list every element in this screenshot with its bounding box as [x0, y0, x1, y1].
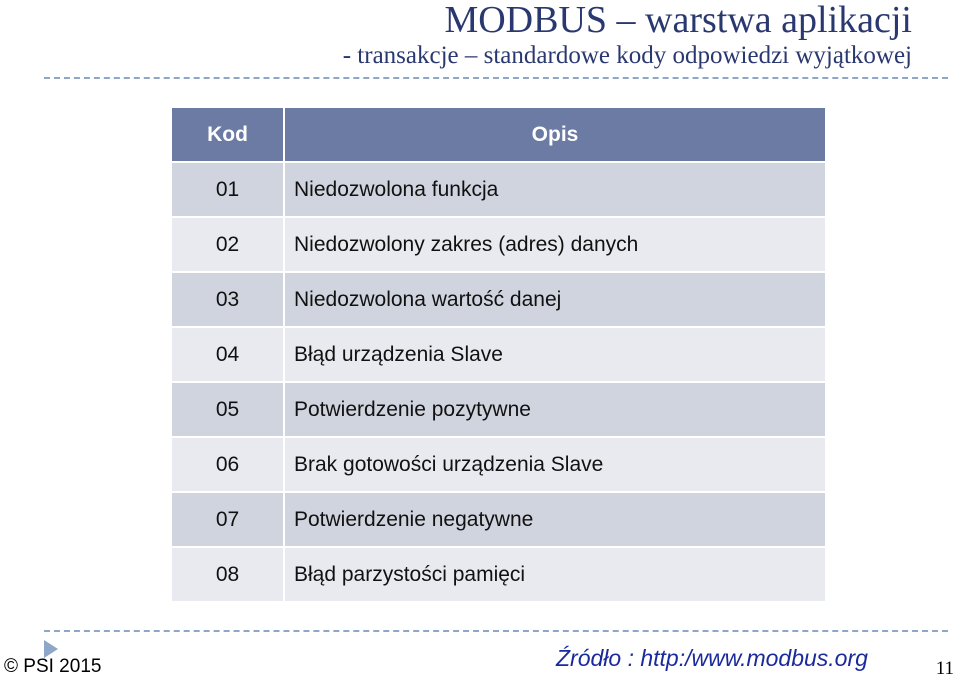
table-row	[171, 492, 826, 547]
table-row	[171, 382, 826, 437]
row-desc: Niedozwolony zakres (adres) danych	[284, 217, 826, 272]
divider-top	[44, 77, 948, 79]
copyright: © PSI 2015	[4, 656, 102, 677]
row-desc: Niedozwolona wartość danej	[284, 272, 826, 327]
row-desc: Potwierdzenie negatywne	[284, 492, 826, 547]
page-number: 11	[935, 658, 954, 679]
row-code: 07	[171, 492, 284, 547]
table-row	[171, 217, 826, 272]
table-row	[171, 437, 826, 492]
row-code: 04	[171, 327, 284, 382]
row-code: 02	[171, 217, 284, 272]
row-code: 08	[171, 547, 284, 602]
table-header-row	[171, 107, 826, 162]
divider-bottom	[44, 630, 948, 632]
row-code: 03	[171, 272, 284, 327]
table-row	[171, 272, 826, 327]
row-desc: Niedozwolona funkcja	[284, 162, 826, 217]
row-code: 01	[171, 162, 284, 217]
row-desc: Błąd parzystości pamięci	[284, 547, 826, 602]
header-kod: Kod	[171, 107, 284, 162]
header-opis: Opis	[284, 107, 826, 162]
row-code: 06	[171, 437, 284, 492]
table-row	[171, 162, 826, 217]
table-row	[171, 547, 826, 602]
row-desc: Błąd urządzenia Slave	[284, 327, 826, 382]
source-link[interactable]: Źródło : http:/www.modbus.org	[556, 645, 868, 671]
page-title: MODBUS – warstwa aplikacji	[444, 0, 912, 41]
row-desc: Brak gotowości urządzenia Slave	[284, 437, 826, 492]
row-desc: Potwierdzenie pozytywne	[284, 382, 826, 437]
table-row	[171, 327, 826, 382]
row-code: 05	[171, 382, 284, 437]
exception-codes-table	[170, 106, 827, 603]
page-subtitle: - transakcje – standardowe kody odpowiedzi wyjątkowej	[342, 42, 912, 69]
